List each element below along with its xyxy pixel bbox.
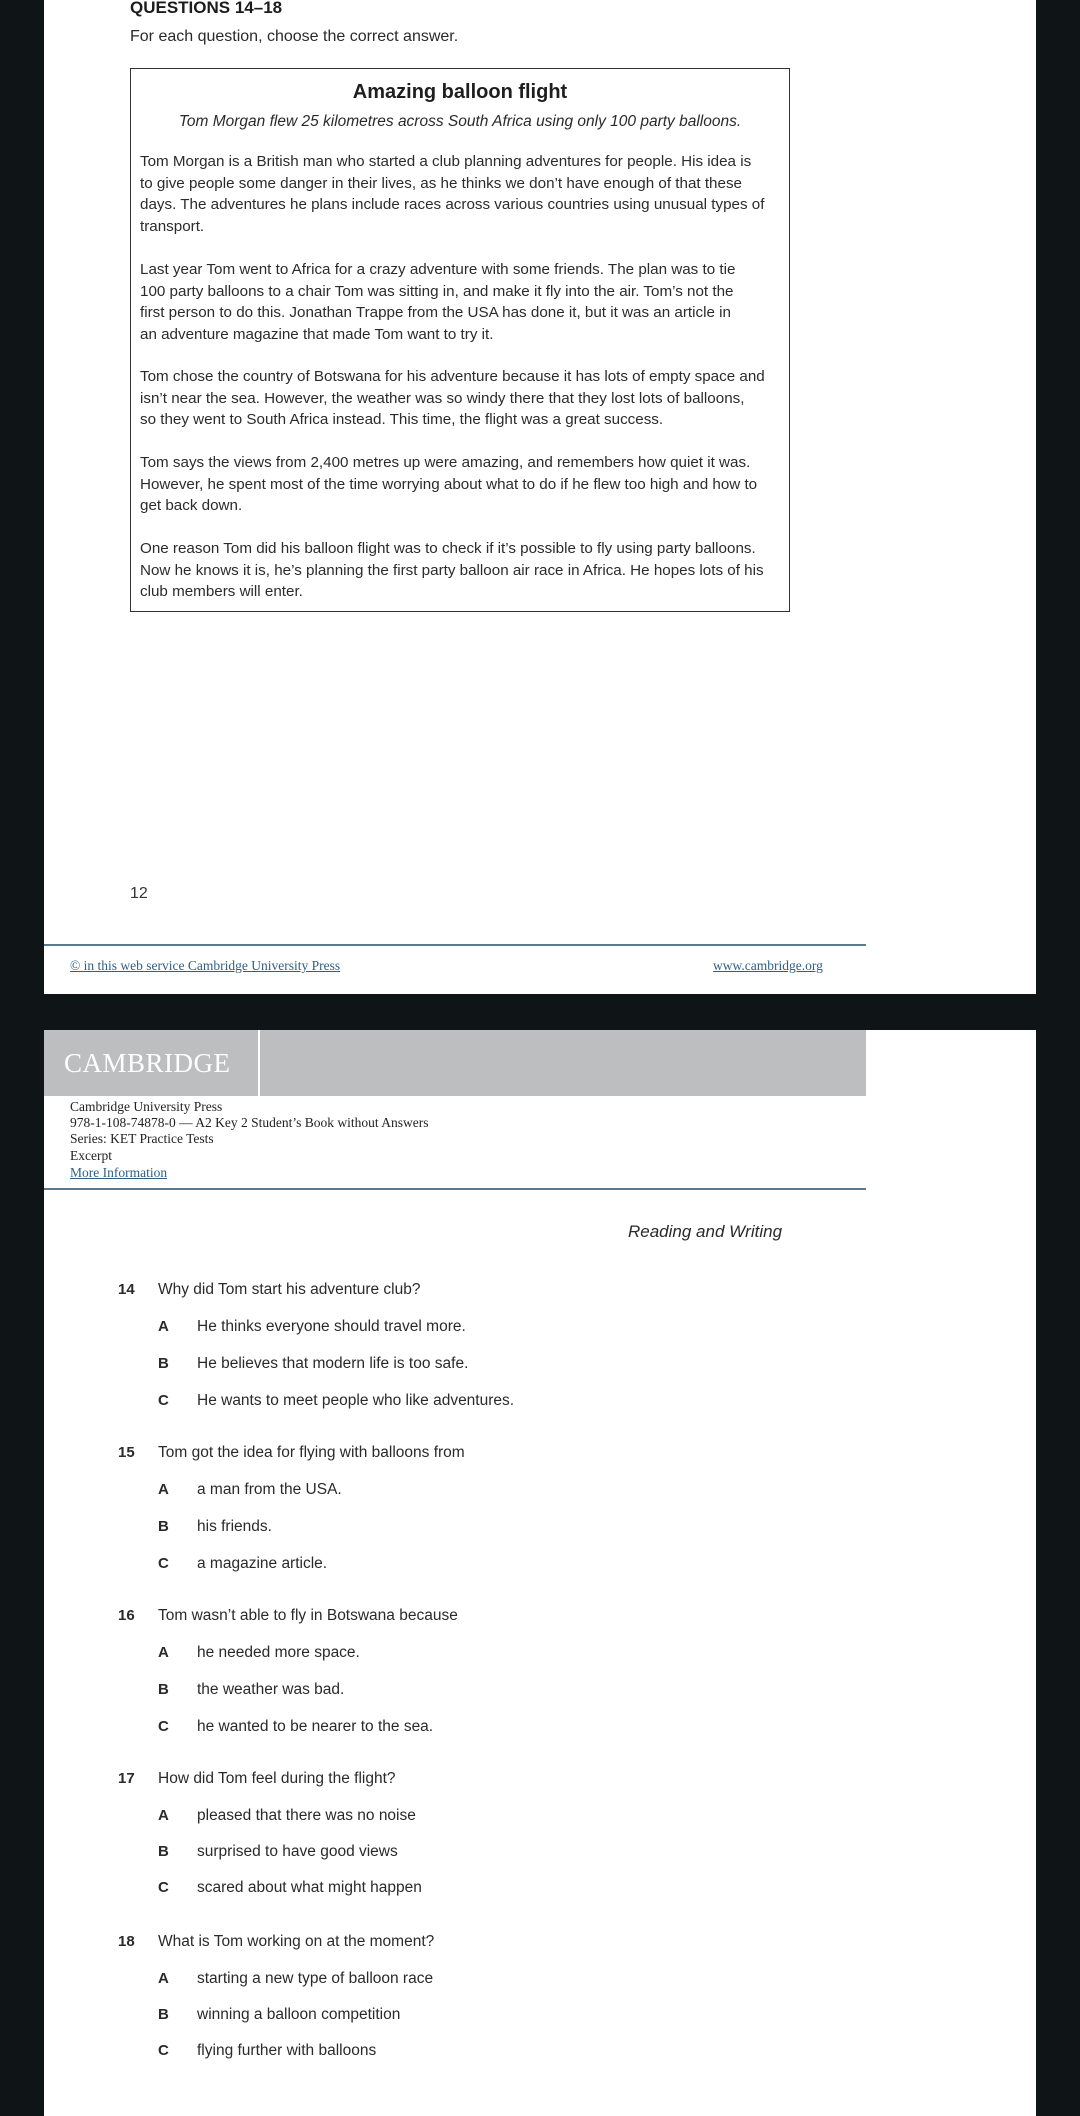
copyright-link[interactable]: © in this web service Cambridge University Press [70,958,341,973]
article-title: Amazing balloon flight [352,81,568,103]
paragraph-line: One reason Tom did his balloon flight was to check if it’s possible to fly using party balloons. [140,540,756,557]
excerpt-label: Excerpt [70,1148,112,1163]
paragraph-line: Last year Tom went to Africa for a crazy adventure with some friends. The plan was to tie [140,261,736,278]
book-series: Series: KET Practice Tests [70,1131,214,1146]
option-letter: A [158,1970,169,1987]
header-divider [44,1188,866,1190]
option-letter: C [158,1718,169,1735]
publisher-banner [44,1030,866,1096]
article-paragraph-1 [140,151,784,237]
more-information-link[interactable]: More Information [70,1165,168,1180]
question-number: 17 [118,1770,135,1787]
section-title: Reading and Writing [628,1222,783,1241]
paragraph-line: However, he spent most of the time worrying about what to do if he flew too high and how to [140,475,758,493]
questions-heading: QUESTIONS 14–18 [130,0,283,17]
question-number: 18 [118,1933,135,1950]
website-link[interactable]: www.cambridge.org [713,958,823,973]
paragraph-line: an adventure magazine that made Tom want to try it. [140,325,494,343]
paragraph-line: Now he knows it is, he’s planning the first party balloon air race in Africa. He hopes lots of his [140,561,764,579]
option-text: pleased that there was no noise [197,1807,416,1824]
paragraph-line: to give people some danger in their lives, as he thinks we don’t have enough of that these [140,174,742,192]
book-isbn-title: 978-1-108-74878-0 — A2 Key 2 Student’s Book without Answers [70,1115,429,1130]
option-text: his friends. [197,1518,272,1535]
question-text: Why did Tom start his adventure club? [158,1281,421,1298]
question-text: Tom got the idea for flying with balloons from [158,1444,465,1461]
paragraph-line: days. The adventures he plans include races across various countries using unusual types of [140,196,765,213]
paragraph-line: get back down. [140,497,243,514]
question-text: How did Tom feel during the flight? [158,1770,396,1787]
option-letter: B [158,1355,169,1372]
option-letter: C [158,1392,169,1409]
option-letter: B [158,1843,169,1860]
option-text: He thinks everyone should travel more. [197,1318,466,1335]
option-text: surprised to have good views [197,1843,398,1860]
option-text: scared about what might happen [197,1879,422,1896]
option-text: the weather was bad. [197,1681,345,1698]
article-paragraph-2 [140,259,784,345]
paragraph-line: Tom chose the country of Botswana for his adventure because it has lots of empty space and [140,368,765,385]
publisher-name: Cambridge University Press [70,1099,223,1114]
questions-instruction: For each question, choose the correct answer. [130,28,459,45]
paragraph-line: isn’t near the sea. However, the weather was so windy there that they lost lots of balloons, [140,389,745,407]
question-text: Tom wasn’t able to fly in Botswana because [158,1607,458,1624]
logo-text: CAMBRIDGE [64,1048,231,1078]
article-subtitle: Tom Morgan flew 25 kilometres across South Africa using only 100 party balloons. [178,113,742,130]
document-page-12 [44,0,1036,994]
paragraph-line: so they went to South Africa instead. This time, the flight was a great success. [140,411,664,428]
article-paragraph-5 [140,538,784,603]
document-page-13 [44,1030,1036,2116]
option-letter: C [158,2042,169,2059]
option-letter: A [158,1644,169,1661]
article-paragraph-4 [140,452,784,517]
option-text: He wants to meet people who like adventures. [197,1392,515,1409]
question-text: What is Tom working on at the moment? [158,1933,435,1950]
option-letter: B [158,2006,169,2023]
option-letter: A [158,1481,169,1498]
question-number: 15 [118,1444,135,1461]
cambridge-logo [44,1030,260,1096]
page-number: 12 [130,885,148,902]
option-letter: C [158,1555,169,1572]
paragraph-line: first person to do this. Jonathan Trappe from the USA has done it, but it was an article in [140,304,731,321]
paragraph-line: transport. [140,217,205,235]
option-text: he wanted to be nearer to the sea. [197,1718,434,1735]
option-letter: C [158,1879,169,1896]
paragraph-line: Tom says the views from 2,400 metres up were amazing, and remembers how quiet it was. [140,454,751,471]
option-letter: A [158,1318,169,1335]
article-paragraph-3 [140,366,784,431]
option-letter: B [158,1518,169,1535]
option-letter: A [158,1807,169,1824]
option-text: a magazine article. [197,1555,328,1572]
option-text: he needed more space. [197,1644,360,1661]
question-number: 14 [118,1281,135,1298]
footer-divider [44,944,866,946]
question-number: 16 [118,1607,135,1624]
option-text: flying further with balloons [197,2042,377,2059]
option-text: He believes that modern life is too safe. [197,1355,469,1372]
option-text: winning a balloon competition [197,2006,401,2023]
paragraph-line: Tom Morgan is a British man who started a club planning adventures for people. His idea is [140,153,752,170]
option-text: starting a new type of balloon race [197,1970,434,1987]
paragraph-line: club members will enter. [140,583,303,600]
option-text: a man from the USA. [197,1481,342,1498]
paragraph-line: 100 party balloons to a chair Tom was sitting in, and make it fly into the air. Tom’s not the [140,282,734,300]
option-letter: B [158,1681,169,1698]
article-box [130,68,790,612]
